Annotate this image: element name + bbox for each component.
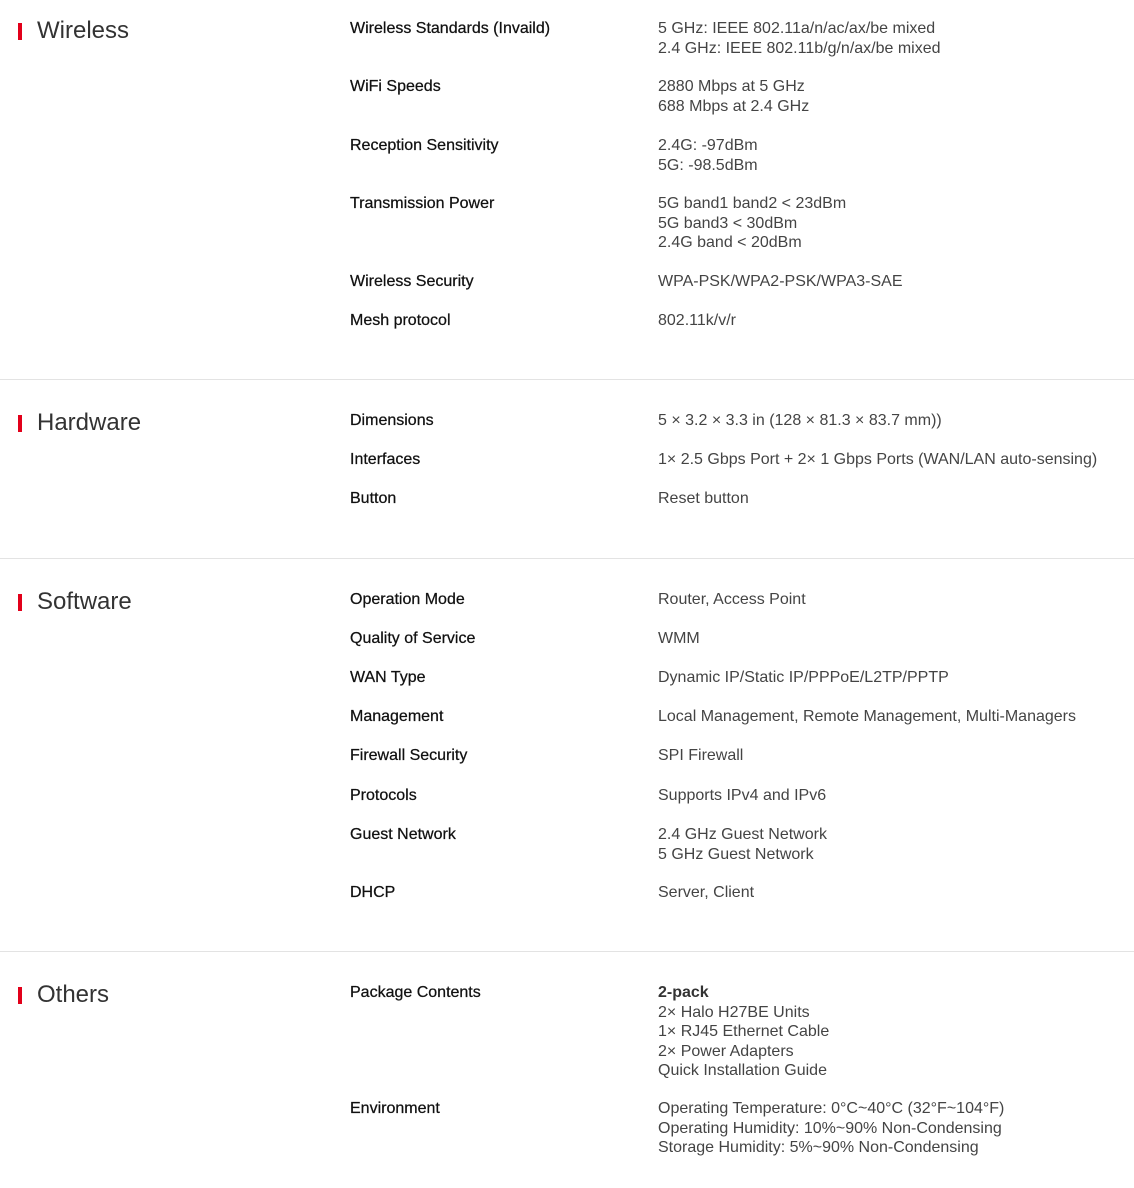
spec-label: Wireless Standards (Invaild) (350, 20, 551, 37)
spec-value: 2.4G: -97dBm 5G: -98.5dBm (658, 137, 758, 174)
spec-label: Management (350, 708, 444, 725)
section-divider (0, 379, 1134, 380)
spec-value: Router, Access Point (658, 591, 806, 608)
section-title-wireless: Wireless (18, 17, 129, 45)
spec-value: Reset button (658, 490, 749, 507)
spec-value: 2880 Mbps at 5 GHz 688 Mbps at 2.4 GHz (658, 78, 810, 115)
spec-value: 5 GHz: IEEE 802.11a/n/ac/ax/be mixed 2.4 GHz: IEEE 802.11b/g/n/ax/be mixed (658, 20, 941, 57)
spec-value: Operating Temperature: 0°C~40°C (32°F~104°F) Operating Humidity: 10%~90% Non-Condensing Storage Humidity: 5%~90% Non-Condensing (658, 1100, 1005, 1156)
spec-value: 802.11k/v/r (658, 312, 736, 329)
spec-label: Wireless Security (350, 273, 474, 290)
spec-label: Reception Sensitivity (350, 137, 499, 154)
spec-label: Operation Mode (350, 591, 465, 608)
spec-value: 5 × 3.2 × 3.3 in (128 × 81.3 × 83.7 mm)) (658, 412, 942, 429)
spec-value: WPA-PSK/WPA2-PSK/WPA3-SAE (658, 273, 903, 290)
spec-label: DHCP (350, 884, 396, 901)
spec-label: Transmission Power (350, 195, 495, 212)
spec-value: Local Management, Remote Management, Multi-Managers (658, 708, 1076, 725)
section-title-hardware: Hardware (18, 409, 141, 437)
package-heading: 2-pack (658, 984, 709, 1001)
spec-value: 2-pack 2× Halo H27BE Units 1× RJ45 Ethernet Cable 2× Power Adapters Quick Installation Guide (658, 984, 830, 1079)
spec-value: Server, Client (658, 884, 755, 901)
spec-value: Supports IPv4 and IPv6 (658, 787, 827, 804)
spec-label: Guest Network (350, 826, 456, 843)
spec-label: Protocols (350, 787, 417, 804)
section-title-others: Others (18, 981, 109, 1009)
spec-label: WAN Type (350, 669, 426, 686)
spec-value: 5G band1 band2 < 23dBm 5G band3 < 30dBm 2.4G band < 20dBm (658, 195, 847, 251)
section-divider (0, 951, 1134, 952)
spec-label: Quality of Service (350, 630, 476, 647)
section-divider (0, 558, 1134, 559)
spec-label: Environment (350, 1100, 440, 1117)
spec-value: SPI Firewall (658, 747, 744, 764)
spec-value: 1× 2.5 Gbps Port + 2× 1 Gbps Ports (WAN/LAN auto-sensing) (658, 451, 1098, 468)
spec-label: Interfaces (350, 451, 421, 468)
spec-value: Dynamic IP/Static IP/PPPoE/L2TP/PPTP (658, 669, 949, 686)
spec-label: WiFi Speeds (350, 78, 441, 95)
spec-value: 2.4 GHz Guest Network 5 GHz Guest Network (658, 826, 827, 863)
spec-label: Package Contents (350, 984, 481, 1001)
section-title-software: Software (18, 588, 132, 616)
spec-label: Mesh protocol (350, 312, 451, 329)
spec-label: Button (350, 490, 397, 507)
spec-label: Firewall Security (350, 747, 468, 764)
spec-value: WMM (658, 630, 700, 647)
spec-label: Dimensions (350, 412, 434, 429)
